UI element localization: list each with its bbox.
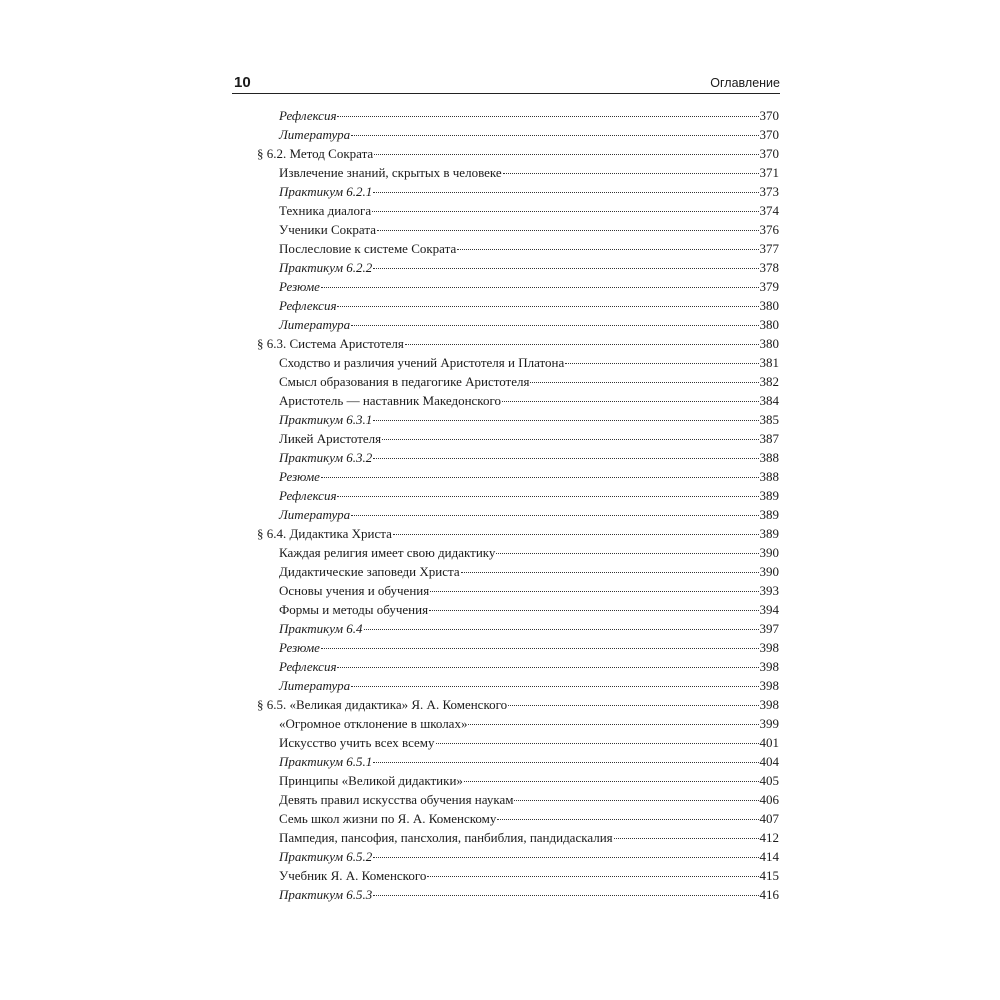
dot-leader (337, 495, 758, 497)
entry-page-number: 379 (759, 279, 779, 294)
dot-leader (530, 381, 758, 383)
dot-leader (382, 438, 758, 440)
table-of-contents (257, 106, 779, 904)
entry-page-number: 378 (759, 260, 779, 275)
entry-title: Послесловие к системе Сократа (279, 241, 457, 256)
entry-page-number: 381 (759, 355, 779, 370)
dot-leader (503, 172, 759, 174)
toc-subentry[interactable] (257, 220, 779, 239)
toc-subentry[interactable] (257, 410, 779, 429)
entry-page-number: 389 (759, 526, 779, 541)
entry-title: Техника диалога (279, 203, 372, 218)
entry-page-number: 380 (759, 317, 779, 332)
toc-subentry[interactable] (257, 676, 779, 695)
toc-subentry[interactable] (257, 866, 779, 885)
dot-leader (502, 400, 759, 402)
toc-subentry[interactable] (257, 657, 779, 676)
toc-subentry[interactable] (257, 372, 779, 391)
entry-title: Ликей Аристотеля (279, 431, 382, 446)
entry-page-number: 384 (759, 393, 779, 408)
entry-title: Принципы «Великой дидактики» (279, 773, 463, 788)
dot-leader (377, 229, 759, 231)
entry-page-number: 376 (759, 222, 779, 237)
dot-leader (373, 191, 758, 193)
dot-leader (496, 552, 758, 554)
dot-leader (427, 875, 758, 877)
toc-subentry[interactable] (257, 581, 779, 600)
toc-subentry[interactable] (257, 828, 779, 847)
dot-leader (514, 799, 758, 801)
entry-title: Литература (279, 678, 351, 693)
dot-leader (373, 419, 758, 421)
entry-title: Основы учения и обучения (279, 583, 430, 598)
entry-page-number: 397 (759, 621, 779, 636)
entry-page-number: 389 (759, 507, 779, 522)
entry-title: Девять правил искусства обучения наукам (279, 792, 514, 807)
entry-page-number: 412 (759, 830, 779, 845)
entry-title: § 6.5. «Великая дидактика» Я. А. Коменского (257, 697, 508, 712)
toc-subentry[interactable] (257, 847, 779, 866)
toc-subentry[interactable] (257, 125, 779, 144)
entry-page-number: 370 (759, 146, 779, 161)
dot-leader (373, 267, 758, 269)
entry-page-number: 399 (759, 716, 779, 731)
entry-title: Извлечение знаний, скрытых в человеке (279, 165, 502, 180)
toc-subentry[interactable] (257, 106, 779, 125)
entry-title: Литература (279, 317, 351, 332)
dot-leader (614, 837, 759, 839)
entry-title: Практикум 6.2.1 (279, 184, 373, 199)
entry-title: Ученики Сократа (279, 222, 376, 237)
toc-subentry[interactable] (257, 638, 779, 657)
dot-leader (436, 742, 759, 744)
toc-section-entry[interactable] (257, 524, 779, 543)
entry-title: Практикум 6.5.2 (279, 849, 373, 864)
dot-leader (321, 647, 759, 649)
entry-title: Резюме (279, 640, 320, 655)
entry-page-number: 394 (759, 602, 779, 617)
entry-title: Резюме (279, 279, 320, 294)
dot-leader (337, 115, 758, 117)
dot-leader (351, 134, 758, 136)
entry-page-number: 398 (759, 640, 779, 655)
entry-title: Резюме (279, 469, 320, 484)
entry-page-number: 388 (759, 469, 779, 484)
toc-subentry[interactable] (257, 543, 779, 562)
entry-title: Аристотель — наставник Македонского (279, 393, 501, 408)
toc-subentry[interactable] (257, 619, 779, 638)
entry-title: Практикум 6.3.1 (279, 412, 373, 427)
entry-page-number: 385 (759, 412, 779, 427)
entry-page-number: 393 (759, 583, 779, 598)
entry-title: Рефлексия (279, 298, 337, 313)
dot-leader (351, 685, 758, 687)
toc-subentry[interactable] (257, 733, 779, 752)
entry-page-number: 371 (759, 165, 779, 180)
entry-page-number: 390 (759, 545, 779, 560)
toc-subentry[interactable] (257, 467, 779, 486)
entry-title: Пампедия, пансофия, пансхолия, панбиблия, пандидаскалия (279, 830, 613, 845)
dot-leader (430, 590, 758, 592)
entry-page-number: 415 (759, 868, 779, 883)
dot-leader (372, 210, 758, 212)
entry-title: Практикум 6.5.3 (279, 887, 373, 902)
toc-subentry[interactable] (257, 277, 779, 296)
toc-subentry[interactable] (257, 429, 779, 448)
dot-leader (351, 324, 758, 326)
dot-leader (364, 628, 759, 630)
dot-leader (373, 457, 758, 459)
entry-page-number: 374 (759, 203, 779, 218)
dot-leader (468, 723, 758, 725)
entry-title: Формы и методы обучения (279, 602, 429, 617)
toc-subentry[interactable] (257, 258, 779, 277)
entry-title: «Огромное отклонение в школах» (279, 716, 468, 731)
toc-subentry[interactable] (257, 562, 779, 581)
toc-subentry[interactable] (257, 771, 779, 790)
toc-subentry[interactable] (257, 391, 779, 410)
page-number: 10 (234, 74, 251, 91)
dot-leader (464, 780, 759, 782)
entry-page-number: 406 (759, 792, 779, 807)
entry-title: Практикум 6.4 (279, 621, 363, 636)
dot-leader (373, 856, 758, 858)
entry-page-number: 380 (759, 336, 779, 351)
dot-leader (393, 533, 759, 535)
entry-page-number: 389 (759, 488, 779, 503)
entry-title: § 6.2. Метод Сократа (257, 146, 374, 161)
entry-page-number: 373 (759, 184, 779, 199)
toc-section-entry[interactable] (257, 144, 779, 163)
entry-page-number: 404 (759, 754, 779, 769)
entry-title: Дидактические заповеди Христа (279, 564, 460, 579)
toc-subentry[interactable] (257, 885, 779, 904)
dot-leader (337, 305, 758, 307)
dot-leader (497, 818, 758, 820)
page-header (232, 73, 780, 94)
entry-title: Учебник Я. А. Коменского (279, 868, 427, 883)
entry-title: Практикум 6.2.2 (279, 260, 373, 275)
toc-subentry[interactable] (257, 315, 779, 334)
toc-subentry[interactable] (257, 752, 779, 771)
dot-leader (321, 476, 759, 478)
entry-title: Рефлексия (279, 488, 337, 503)
entry-page-number: 380 (759, 298, 779, 313)
toc-subentry[interactable] (257, 296, 779, 315)
entry-page-number: 414 (759, 849, 779, 864)
entry-page-number: 388 (759, 450, 779, 465)
dot-leader (565, 362, 758, 364)
entry-title: § 6.3. Система Аристотеля (257, 336, 404, 351)
toc-subentry[interactable] (257, 201, 779, 220)
toc-subentry[interactable] (257, 809, 779, 828)
toc-section-entry[interactable] (257, 334, 779, 353)
entry-title: Литература (279, 127, 351, 142)
dot-leader (457, 248, 758, 250)
toc-section-entry[interactable] (257, 695, 779, 714)
entry-title: Практикум 6.3.2 (279, 450, 373, 465)
entry-title: Сходство и различия учений Аристотеля и Платона (279, 355, 565, 370)
toc-subentry[interactable] (257, 486, 779, 505)
entry-title: § 6.4. Дидактика Христа (257, 526, 392, 541)
toc-subentry[interactable] (257, 182, 779, 201)
toc-subentry[interactable] (257, 505, 779, 524)
entry-title: Рефлексия (279, 659, 337, 674)
entry-page-number: 407 (759, 811, 779, 826)
entry-page-number: 370 (759, 127, 779, 142)
entry-title: Семь школ жизни по Я. А. Коменскому (279, 811, 497, 826)
dot-leader (351, 514, 758, 516)
dot-leader (374, 153, 758, 155)
toc-subentry[interactable] (257, 448, 779, 467)
entry-page-number: 398 (759, 678, 779, 693)
toc-subentry[interactable] (257, 714, 779, 733)
entry-title: Практикум 6.5.1 (279, 754, 373, 769)
entry-page-number: 377 (759, 241, 779, 256)
running-title: Оглавление (710, 76, 780, 90)
entry-page-number: 387 (759, 431, 779, 446)
dot-leader (405, 343, 759, 345)
entry-title: Каждая религия имеет свою дидактику (279, 545, 496, 560)
dot-leader (373, 761, 758, 763)
entry-page-number: 398 (759, 697, 779, 712)
entry-page-number: 416 (759, 887, 779, 902)
entry-page-number: 370 (759, 108, 779, 123)
dot-leader (461, 571, 759, 573)
entry-page-number: 398 (759, 659, 779, 674)
dot-leader (321, 286, 759, 288)
entry-title: Рефлексия (279, 108, 337, 123)
toc-subentry[interactable] (257, 600, 779, 619)
toc-subentry[interactable] (257, 353, 779, 372)
entry-page-number: 390 (759, 564, 779, 579)
toc-subentry[interactable] (257, 790, 779, 809)
dot-leader (373, 894, 758, 896)
dot-leader (508, 704, 758, 706)
entry-title: Искусство учить всех всему (279, 735, 435, 750)
entry-title: Смысл образования в педагогике Аристотеля (279, 374, 530, 389)
toc-subentry[interactable] (257, 239, 779, 258)
entry-page-number: 382 (759, 374, 779, 389)
dot-leader (429, 609, 758, 611)
dot-leader (337, 666, 758, 668)
entry-title: Литература (279, 507, 351, 522)
entry-page-number: 405 (759, 773, 779, 788)
toc-subentry[interactable] (257, 163, 779, 182)
entry-page-number: 401 (759, 735, 779, 750)
